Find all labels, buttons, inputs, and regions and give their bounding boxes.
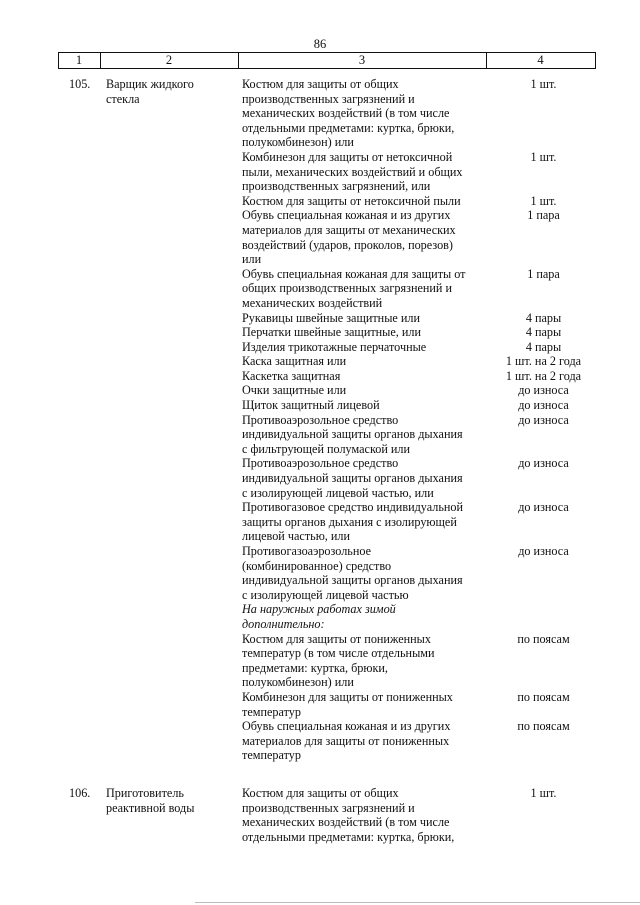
item-description-line: дополнительно: [242,616,325,631]
item-description-line: Комбинезон для защиты от пониженных [242,689,453,704]
item-description-line: Рукавицы швейные защитные или [242,310,420,325]
item-description [242,719,490,763]
item-row [242,719,597,763]
item-description-line: Каскетка защитная [242,368,341,383]
item-description-line: Костюм для защиты от общих [242,77,399,91]
item-description-line: температур [242,704,301,719]
item-description [242,267,490,311]
item-description-line: Обувь специальная кожаная и из других [242,719,451,734]
item-row [242,544,597,602]
item-description-line: отдельными предметами: куртка, брюки, [242,120,455,135]
item-quantity: до износа [518,544,569,558]
item-description [242,398,490,413]
page-bottom-edge [195,902,640,903]
item-description-line: или [242,252,262,267]
row-105-items [242,77,597,763]
item-quantity: 1 пара [527,266,560,281]
item-description-line: воздействий (ударов, проколов, порезов) [242,237,453,252]
item-description-line: с фильтрующей полумаской или [242,441,411,456]
item-description-line: Противоаэрозольное средство [242,412,399,427]
item-row [242,690,597,719]
item-description [242,413,490,457]
item-description-line: отдельными предметами: куртка, брюки, [242,829,455,844]
item-quantity: до износа [518,412,569,427]
row-106-number: 106. [69,786,91,800]
item-quantity: до износа [518,383,569,398]
row-106-name [106,786,236,815]
item-quantity: по поясам [517,719,570,734]
row-105-number: 105. [69,77,91,91]
item-row [242,354,597,369]
item-description [242,369,490,384]
item-description-line: защиты органов дыхания с изолирующей [242,514,457,529]
item-row [242,77,597,150]
item-description-line: Обувь специальная кожаная для защиты от [242,266,466,281]
item-quantity: по поясам [517,689,570,704]
item-quantity: 4 пары [525,339,562,354]
item-row [242,398,597,413]
row-105-name [106,77,236,106]
item-description-line: Изделия трикотажные перчаточные [242,339,427,354]
item-description-line: Костюм для защиты от пониженных [242,631,431,646]
item-description-line: механических воздействий (в том числе [242,815,450,830]
item-row [242,413,597,457]
header-col-1: 1 [75,53,83,67]
header-col-2: 2 [165,53,173,67]
item-description-line: индивидуальной защиты органов дыхания [242,427,463,442]
item-quantity: по поясам [517,631,570,646]
item-quantity: 1 шт. [530,786,557,800]
item-description [242,544,490,602]
item-description [242,632,490,690]
row-name-line: Варщик жидкого [106,77,194,91]
item-quantity: 1 пара [527,208,560,223]
item-description-line: материалов для защиты от механических [242,222,456,237]
item-quantity: 1 шт. [530,149,557,164]
item-description-line: Очки защитные или [242,383,347,398]
item-description-line: лицевой частью, или [242,529,351,544]
item-description-line: с изолирующей лицевой частью, или [242,485,434,500]
item-description [242,208,490,266]
item-row [242,602,597,631]
item-row [242,500,597,544]
item-description-line: индивидуальной защиты органов дыхания [242,471,463,486]
item-description-line: Перчатки швейные защитные, или [242,325,422,340]
item-description-line: Противогазоаэрозольное [242,544,372,558]
item-description-line: механических воздействий [242,295,383,310]
item-row [242,786,597,844]
item-description-line: производственных загрязнений, или [242,179,431,194]
item-description [242,500,490,544]
item-quantity: 4 пары [525,325,562,340]
row-106-items [242,786,597,844]
item-row [242,456,597,500]
item-description-line: Обувь специальная кожаная и из других [242,208,451,223]
item-description-line: Противогазовое средство индивидуальной [242,500,464,515]
item-row [242,267,597,311]
item-description [242,383,490,398]
item-description-line: Костюм для защиты от общих [242,786,399,800]
page-number: 86 [313,37,327,51]
item-description [242,690,490,719]
row-name-line: реактивной воды [106,800,195,815]
item-quantity: 1 шт. [530,193,557,208]
row-name-line: Приготовитель [106,786,184,800]
item-description-line: температур (в том числе отдельными [242,646,435,661]
item-description-line: механических воздействий (в том числе [242,106,450,121]
table-header [58,52,596,69]
item-description-line: производственных загрязнений и [242,91,415,106]
item-description [242,194,490,209]
item-description [242,456,490,500]
item-row [242,383,597,398]
item-description-line: (комбинированное) средство [242,558,392,573]
item-description-line: Щиток защитный лицевой [242,398,380,413]
item-description-line: предметами: куртка, брюки, [242,660,388,675]
item-quantity [490,602,597,631]
item-row [242,325,597,340]
item-quantity: 1 шт. на 2 года [505,368,582,383]
item-description-line: Противоаэрозольное средство [242,456,399,471]
header-col-3: 3 [358,53,366,67]
item-description-line: общих производственных загрязнений и [242,281,453,296]
item-row [242,369,597,384]
item-description [242,150,490,194]
item-quantity: 1 шт. на 2 года [505,354,582,369]
item-row [242,208,597,266]
item-description [242,325,490,340]
item-description-line: материалов для защиты от пониженных [242,733,450,748]
item-quantity: до износа [518,456,569,471]
item-description [242,786,490,844]
item-row [242,311,597,326]
item-row [242,150,597,194]
item-description-line: На наружных работах зимой [242,602,396,617]
item-row [242,194,597,209]
item-description-line: пыли, механических воздействий и общих [242,164,463,179]
item-description-line: с изолирующей лицевой частью [242,587,409,602]
item-description [242,602,490,631]
item-description-line: Костюм для защиты от нетоксичной пыли [242,193,461,208]
item-description-line: полукомбинезон) или [242,135,354,150]
item-description-line: Каска защитная или [242,354,347,369]
item-description [242,311,490,326]
item-quantity: до износа [518,398,569,413]
item-description [242,354,490,369]
item-description-line: Комбинезон для защиты от нетоксичной [242,149,453,164]
item-row [242,340,597,355]
item-description-line: индивидуальной защиты органов дыхания [242,573,463,588]
item-description-line: производственных загрязнений и [242,800,415,815]
row-name-line: стекла [106,91,140,106]
item-description [242,77,490,150]
item-quantity: до износа [518,500,569,515]
header-col-4: 4 [537,53,544,67]
item-description [242,340,490,355]
item-quantity: 1 шт. [530,77,557,91]
item-description-line: температур [242,748,301,763]
item-description-line: полукомбинезон) или [242,675,354,690]
item-quantity: 4 пары [525,310,562,325]
item-row [242,632,597,690]
